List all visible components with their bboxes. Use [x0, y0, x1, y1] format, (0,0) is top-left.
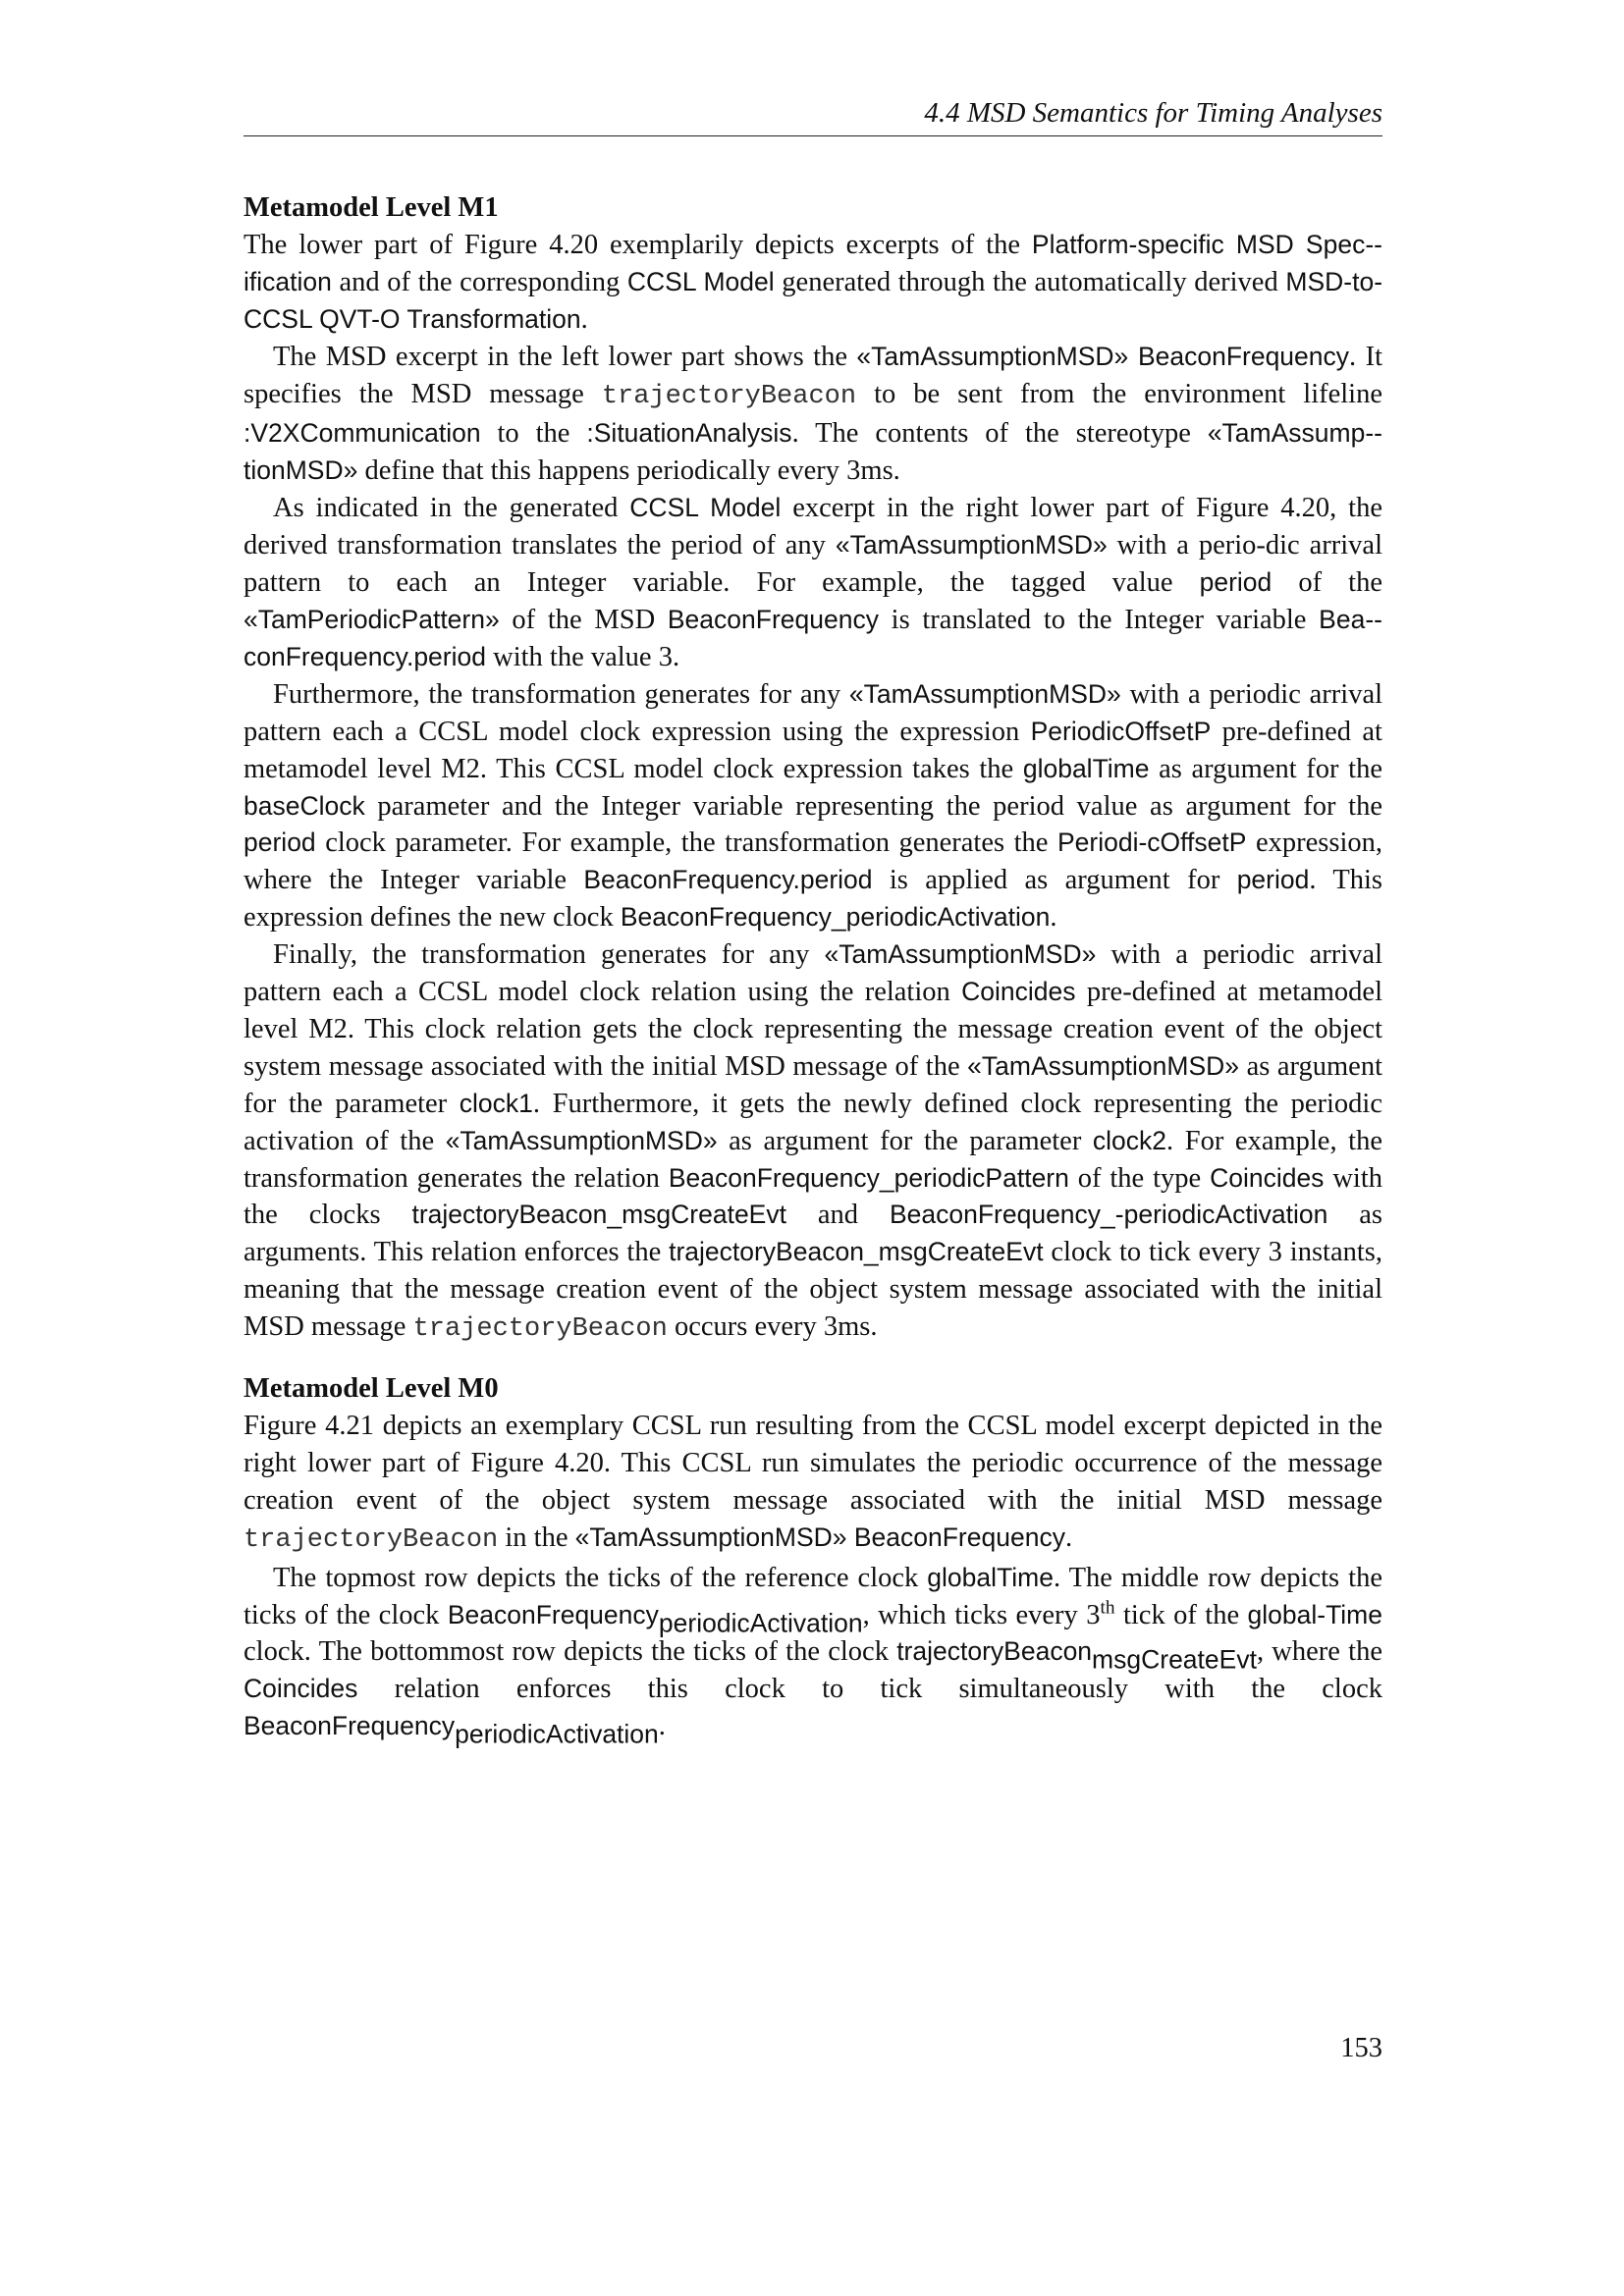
text: pre-defined at metamodel level M2. This clock relation gets the clock representing the message creation event of the object system message associated with the initial MSD message of the [244, 977, 1382, 1082]
section-heading-m0: Metamodel Level M0 [244, 1373, 499, 1405]
text: is translated to the Integer variable [878, 604, 1320, 635]
term-tamassumptionmsd: «TamAssumptionMSD» [835, 530, 1108, 561]
term-trajectorybeacon-msgcreateevt: trajectoryBeacon_msgCreateEvt [411, 1200, 786, 1230]
term-period: period [1236, 865, 1310, 895]
term-tamassumptionmsd: «TamAssump-tionMSD» [244, 418, 1382, 486]
term-tamassumptionmsd-beaconfrequency: «TamAssumptionMSD» BeaconFrequency [856, 341, 1350, 371]
page-number: 153 [1340, 2033, 1382, 2063]
paragraph-m1-4 [244, 676, 1382, 936]
text: to be sent from the environment lifeline [856, 378, 1382, 409]
term-ccsl-model: CCSL Model [626, 266, 775, 296]
text: . The middle row depicts the ticks of the clock [244, 1562, 1382, 1630]
term-coincides: Coincides [1210, 1162, 1325, 1193]
term-globaltime: globalTime [1022, 753, 1150, 783]
term-baseclock: baseClock [244, 790, 365, 821]
section-heading-m1: Metamodel Level M1 [244, 192, 499, 223]
text: , where the [1256, 1636, 1382, 1668]
text: with a periodic arrival pattern each a CCSL model clock expression using the expression [244, 678, 1383, 747]
text: . [1050, 902, 1057, 934]
term-tamassumptionmsd: «TamAssumptionMSD» [967, 1050, 1240, 1081]
subscript-periodicactivation: periodicActivation [455, 1719, 659, 1749]
text: of the [1272, 567, 1382, 599]
text: occurs every 3ms. [667, 1311, 878, 1343]
term-period: period [244, 828, 316, 858]
term-platform-specific-msd-specification: Platform-specific MSD Spec-ification [244, 229, 1382, 296]
text: pre-defined at metamodel level M2. This CCSL model clock expression takes the [244, 716, 1382, 784]
term-situationanalysis: :SituationAnalysis [586, 418, 792, 449]
superscript-th: th [1100, 1596, 1115, 1618]
text: Finally, the transformation generates for any [273, 939, 825, 971]
term-v2xcommunication: :V2XCommunication [244, 418, 481, 449]
main-text [244, 189, 1383, 1749]
term-globaltime: globalTime [927, 1562, 1054, 1592]
text: and [785, 1200, 890, 1231]
term-tamassumptionmsd: «TamAssumptionMSD» [445, 1125, 718, 1155]
term-ccsl-model: CCSL Model [629, 493, 782, 523]
term-msd-to-ccsl-transformation: MSD-to-CCSL QVT-O Transformation [244, 266, 1383, 334]
term-beaconfrequency: BeaconFrequency [244, 1711, 456, 1741]
text: The lower part of Figure 4.20 exemplarily depicts excerpts of the [244, 229, 1032, 260]
term-beaconfrequency: BeaconFrequency [447, 1599, 659, 1629]
text: of the type [1068, 1162, 1211, 1194]
subscript-msgcreateevt: msgCreateEvt [1092, 1644, 1257, 1675]
term-beaconfrequency-periodicactivation: BeaconFrequency_-periodicActivation [889, 1200, 1328, 1230]
text: . Furthermore, it gets the newly defined clock representing the periodic activation of the [244, 1088, 1383, 1156]
text: with a perio-dic arrival pattern to each an Integer variable. For example, the tagged value [244, 530, 1382, 599]
term-tamperiodicpattern: «TamPeriodicPattern» [244, 604, 500, 634]
text: generated through the automatically derived [774, 266, 1286, 297]
text: and of the corresponding [331, 266, 627, 297]
term-beaconfrequency-periodicactivation: BeaconFrequency_periodicActivation [620, 902, 1051, 933]
term-tamassumptionmsd-beaconfrequency: «TamAssumptionMSD» BeaconFrequency [574, 1522, 1065, 1552]
text: clock. The bottommost row depicts the ticks of the clock [244, 1636, 897, 1668]
term-clock2: clock2 [1092, 1125, 1167, 1155]
text: . [658, 1711, 666, 1742]
term-coincides: Coincides [961, 977, 1076, 1007]
text: Figure 4.21 depicts an exemplary CCSL run resulting from the CCSL model excerpt depicted in the right lower part of Figure 4.20. This CCSL run simulates the periodic occurrence of the message creation event of the object system message associated with the initial MSD message [244, 1411, 1382, 1516]
text: in the [498, 1522, 575, 1553]
term-trajectorybeacon-msgcreateevt: trajectoryBeacon_msgCreateEvt [669, 1237, 1044, 1267]
text: with a periodic arrival pattern each a CCSL model clock relation using the relation [244, 939, 1382, 1008]
text: , which ticks every 3 [862, 1599, 1101, 1630]
text: . [580, 303, 588, 335]
text: As indicated in the generated [273, 493, 630, 524]
text: define that this happens periodically every 3ms. [357, 455, 900, 487]
term-globaltime: global-Time [1247, 1599, 1382, 1629]
text: The MSD excerpt in the left lower part shows the [273, 341, 857, 372]
text: The topmost row depicts the ticks of the reference clock [273, 1562, 928, 1593]
paragraph-m0-2 [244, 1560, 1382, 1749]
term-periodicoffsetp: Periodi-cOffsetP [1056, 828, 1247, 858]
text: as argument for the parameter [244, 1050, 1382, 1119]
code-trajectorybeacon: trajectoryBeacon [244, 1524, 499, 1555]
text: to the [480, 418, 587, 450]
text: is applied as argument for [872, 865, 1237, 896]
paragraph-m1-5 [244, 936, 1382, 1349]
paragraph-m0-1 [244, 1408, 1382, 1560]
text: of the MSD [499, 604, 668, 635]
text: as argument for the parameter [717, 1125, 1093, 1156]
text: clock to tick every 3 instants, meaning that the message creation event of the object system message associated with the initial MSD message [244, 1237, 1382, 1343]
term-beaconfrequency-period: BeaconFrequency.period [583, 865, 873, 895]
term-periodicoffsetp: PeriodicOffsetP [1030, 716, 1212, 746]
text: clock parameter. For example, the transformation generates the [315, 828, 1057, 859]
term-beaconfrequency-periodicpattern: BeaconFrequency_periodicPattern [668, 1162, 1069, 1193]
text: as argument for the [1149, 753, 1382, 784]
term-beaconfrequency: BeaconFrequency [667, 604, 879, 634]
term-beaconfrequency-period: Bea-conFrequency.period [244, 604, 1382, 671]
term-tamassumptionmsd: «TamAssumptionMSD» [824, 939, 1097, 970]
term-trajectorybeacon: trajectoryBeacon [896, 1636, 1093, 1667]
text: as arguments. This relation enforces the [244, 1200, 1382, 1268]
text: excerpt in the right lower part of Figure 4.20, the derived transformation translates the period of any [244, 493, 1382, 561]
text: relation enforces this clock to tick simultaneously with the clock [357, 1674, 1382, 1705]
term-tamassumptionmsd: «TamAssumptionMSD» [848, 678, 1121, 709]
text: tick of the [1114, 1599, 1248, 1630]
subscript-periodicactivation: periodicActivation [658, 1608, 863, 1637]
text: . For example, the transformation generates the relation [244, 1125, 1382, 1194]
text: . It specifies the MSD message [244, 341, 1382, 409]
running-head: 4.4 MSD Semantics for Timing Analyses [924, 97, 1382, 129]
code-trajectorybeacon: trajectoryBeacon [601, 381, 857, 411]
text: . This expression defines the new clock [244, 865, 1383, 934]
text: Furthermore, the transformation generates for any [273, 678, 849, 710]
term-period: period [1199, 567, 1272, 598]
header-rule [244, 135, 1382, 136]
paragraph-m1-3 [244, 490, 1382, 676]
code-trajectorybeacon: trajectoryBeacon [412, 1314, 668, 1345]
text: parameter and the Integer variable representing the period value as argument for the [364, 790, 1382, 822]
paragraph-m1-2 [244, 339, 1382, 491]
term-coincides: Coincides [244, 1674, 358, 1704]
text: . [1064, 1522, 1073, 1553]
text: with the value 3. [486, 641, 680, 672]
text: . The contents of the stereotype [791, 418, 1208, 450]
term-clock1: clock1 [459, 1088, 533, 1118]
text: expression, where the Integer variable [244, 828, 1382, 896]
text: with the clocks [244, 1162, 1382, 1231]
paragraph-m1-1 [244, 227, 1382, 339]
